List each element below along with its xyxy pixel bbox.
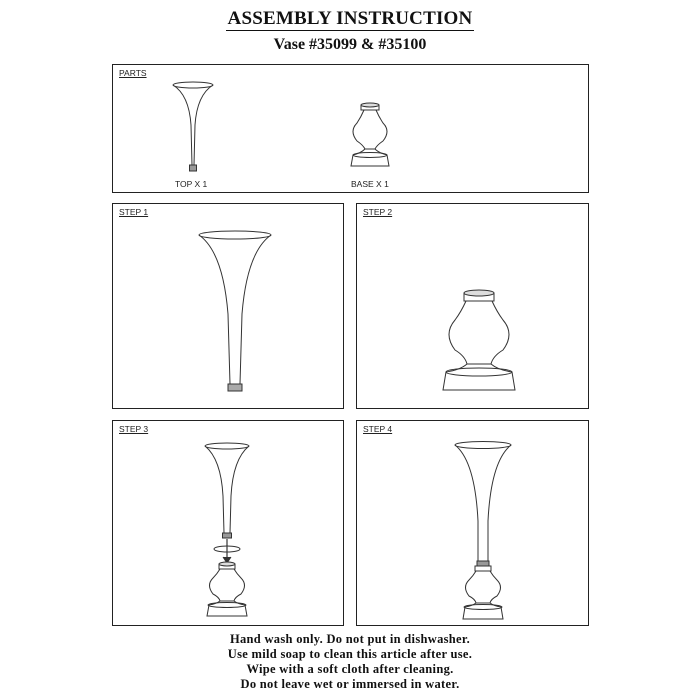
step-3-illustration <box>113 421 345 627</box>
base-caption: BASE X 1 <box>351 179 389 189</box>
step-4-label: STEP 4 <box>363 424 393 434</box>
parts-panel <box>112 64 589 193</box>
step-1-panel <box>112 203 344 409</box>
step-1-illustration <box>113 204 345 410</box>
care-note: Hand wash only. Do not put in dishwasher. <box>229 632 471 646</box>
step-2-illustration <box>357 204 590 410</box>
step-4-illustration <box>357 421 590 627</box>
base-part-drawing <box>351 103 389 166</box>
step-1-label: STEP 1 <box>119 207 149 217</box>
step-2-panel <box>356 203 589 409</box>
care-note: Do not leave wet or immersed in water. <box>240 677 460 691</box>
page-subtitle: Vase #35099 & #35100 <box>273 36 427 53</box>
care-instructions <box>0 632 700 692</box>
care-note: Wipe with a soft cloth after cleaning. <box>246 662 454 676</box>
top-part-drawing <box>173 82 213 171</box>
top-caption: TOP X 1 <box>175 179 208 189</box>
parts-illustration <box>113 65 590 194</box>
step-3-panel <box>112 420 344 626</box>
step-4-panel <box>356 420 589 626</box>
care-note: Use mild soap to clean this article after use. <box>227 647 473 661</box>
page-title: ASSEMBLY INSTRUCTION <box>227 8 473 29</box>
step-2-label: STEP 2 <box>363 207 393 217</box>
parts-label: PARTS <box>119 68 147 78</box>
step-3-label: STEP 3 <box>119 424 149 434</box>
